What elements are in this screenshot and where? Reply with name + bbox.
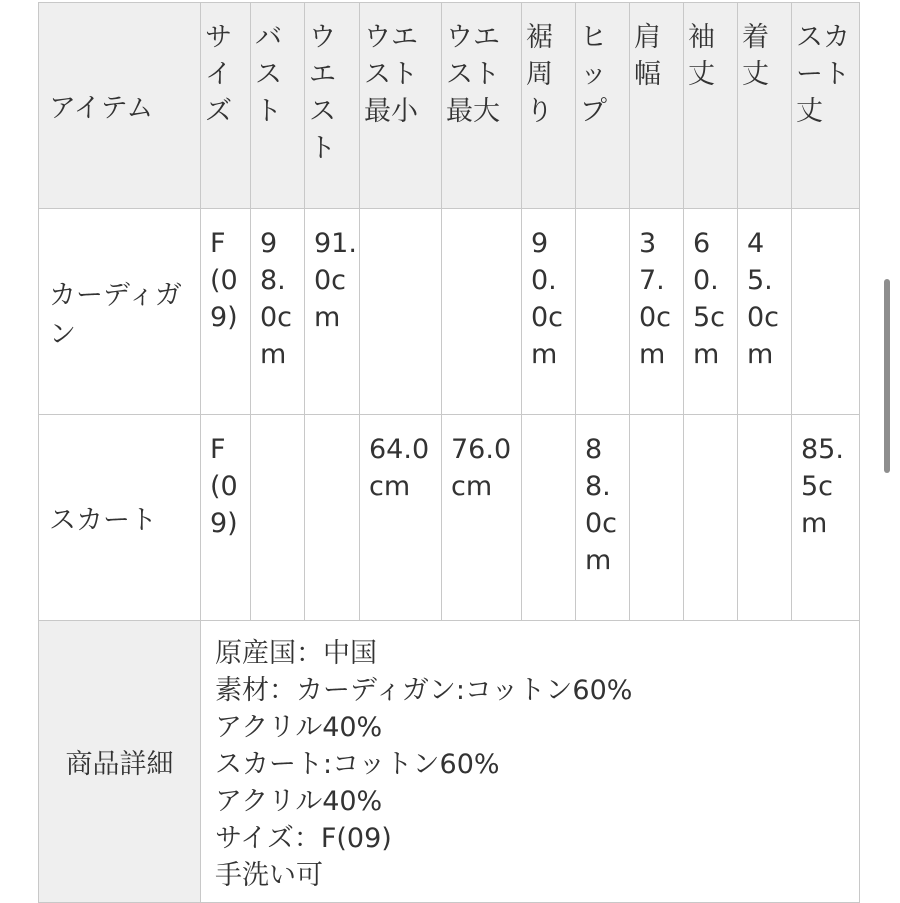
cell-bust <box>251 415 305 621</box>
column-header-bust: バスト <box>251 3 305 209</box>
row-item-name: スカート <box>39 415 201 621</box>
cell-hem <box>522 415 576 621</box>
cell-sleeve: 60.5cm <box>684 209 738 415</box>
size-table-body <box>39 3 860 903</box>
column-header-hip: ヒップ <box>576 3 630 209</box>
details-value <box>201 621 860 903</box>
column-header-length: 着丈 <box>738 3 792 209</box>
cell-size: F(09) <box>201 415 251 621</box>
details-line: 原産国：中国 <box>215 638 377 669</box>
cell-waist <box>305 415 360 621</box>
cell-length: 45.0cm <box>738 209 792 415</box>
cell-sleeve <box>684 415 738 621</box>
details-line: 素材：カーディガン:コットン60% <box>215 675 633 706</box>
cell-shoulder: 37.0cm <box>630 209 684 415</box>
row-item-name: カーディガン <box>39 209 201 415</box>
column-header-waist: ウエスト <box>305 3 360 209</box>
details-line: 手洗い可 <box>215 860 323 891</box>
column-header-hem: 裾周り <box>522 3 576 209</box>
header-row <box>39 3 860 209</box>
column-header-skirt-length: スカート丈 <box>792 3 860 209</box>
details-line: スカート:コットン60% <box>215 749 500 780</box>
table-row <box>39 209 860 415</box>
cell-waist: 91.0cm <box>305 209 360 415</box>
size-table <box>38 2 860 903</box>
cell-hip: 88.0cm <box>576 415 630 621</box>
column-header-sleeve: 袖丈 <box>684 3 738 209</box>
column-header-waist-max: ウエスト最大 <box>442 3 522 209</box>
vertical-scrollbar[interactable] <box>884 279 890 473</box>
cell-hip <box>576 209 630 415</box>
details-label: 商品詳細 <box>39 621 201 903</box>
cell-skirt-length <box>792 209 860 415</box>
column-header-shoulder: 肩幅 <box>630 3 684 209</box>
column-header-size: サイズ <box>201 3 251 209</box>
cell-waist-min <box>360 209 442 415</box>
cell-hem: 90.0cm <box>522 209 576 415</box>
cell-waist-min: 64.0cm <box>360 415 442 621</box>
cell-shoulder <box>630 415 684 621</box>
cell-size: F(09) <box>201 209 251 415</box>
table-row <box>39 415 860 621</box>
cell-skirt-length: 85.5cm <box>792 415 860 621</box>
details-line: アクリル40% <box>215 712 383 743</box>
cell-bust: 98.0cm <box>251 209 305 415</box>
cell-waist-max <box>442 209 522 415</box>
cell-length <box>738 415 792 621</box>
cell-waist-max: 76.0cm <box>442 415 522 621</box>
details-line: サイズ：F(09) <box>215 823 392 854</box>
details-row <box>39 621 860 903</box>
column-header-waist-min: ウエスト最小 <box>360 3 442 209</box>
details-line: アクリル40% <box>215 786 383 817</box>
column-header-item: アイテム <box>39 3 201 209</box>
